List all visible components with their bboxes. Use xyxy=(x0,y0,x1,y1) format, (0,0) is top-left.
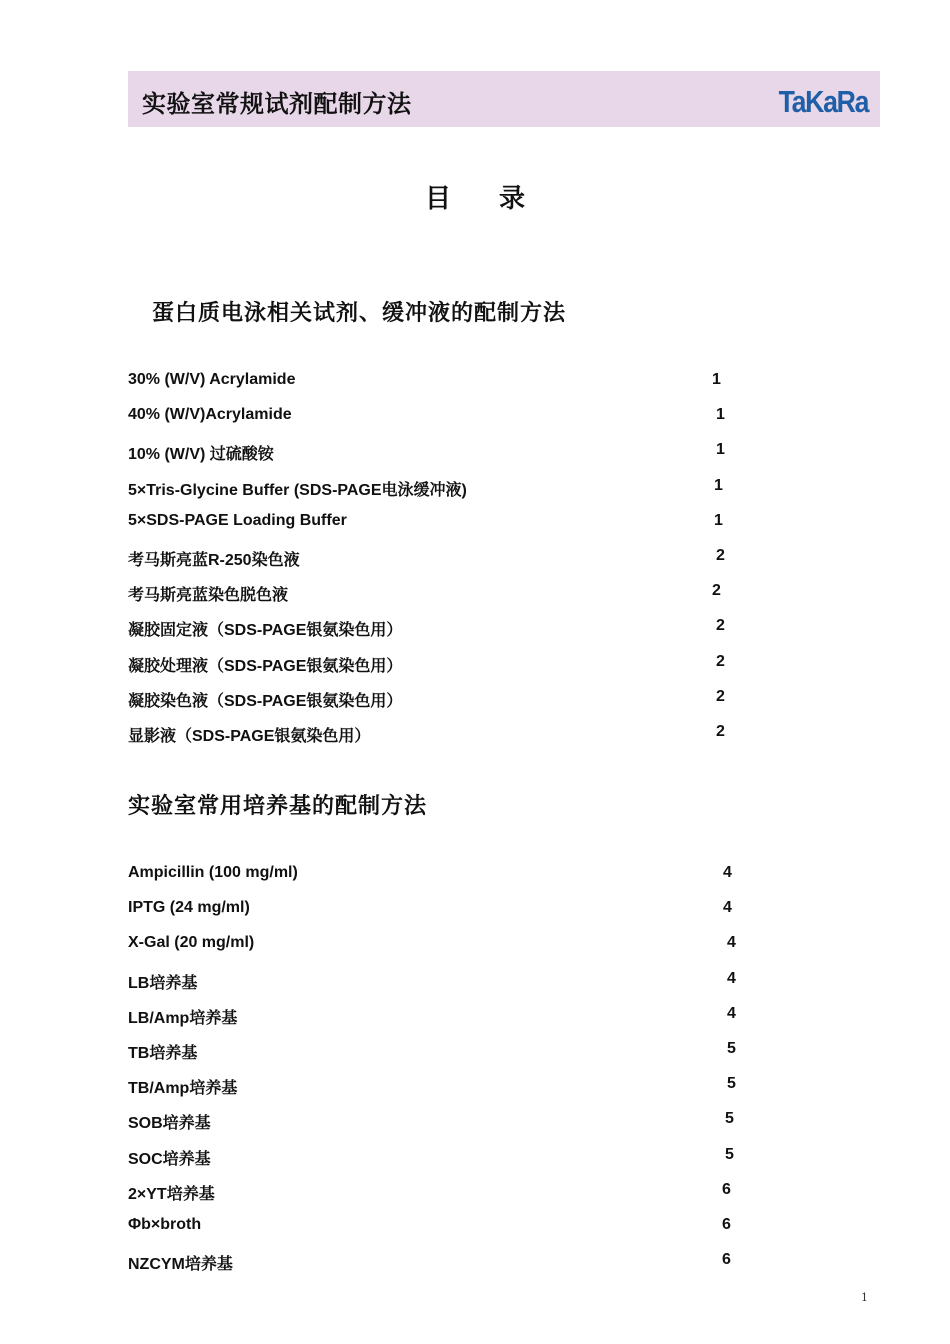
toc-entry-label: TB培养基 xyxy=(128,1044,198,1062)
toc-entry xyxy=(128,1005,748,1040)
toc-list-protein xyxy=(128,371,748,758)
toc-entry-label: 30% (W/V) Acrylamide xyxy=(128,371,296,388)
toc-entry xyxy=(128,1040,748,1075)
document-header xyxy=(128,71,880,127)
takara-logo: TaKaRa xyxy=(778,84,868,119)
toc-entry xyxy=(128,441,748,476)
toc-entry-page: 4 xyxy=(723,864,732,881)
toc-entry-label: 凝胶染色液（SDS-PAGE银氨染色用） xyxy=(128,692,403,710)
toc-entry xyxy=(128,1251,748,1286)
toc-entry-page: 6 xyxy=(722,1251,731,1269)
toc-entry xyxy=(128,1110,748,1145)
toc-entry xyxy=(128,1075,748,1110)
toc-entry xyxy=(128,653,748,688)
toc-entry-label: 2×YT培养基 xyxy=(128,1185,215,1203)
toc-entry-page: 2 xyxy=(716,617,725,635)
toc-entry-label: LB/Amp培养基 xyxy=(128,1009,238,1027)
toc-entry xyxy=(128,547,748,582)
toc-entry-label: 凝胶处理液（SDS-PAGE银氨染色用） xyxy=(128,657,403,675)
toc-entry-page: 1 xyxy=(716,441,725,459)
toc-entry xyxy=(128,1181,748,1216)
toc-entry-label: LB培养基 xyxy=(128,974,198,992)
toc-entry-label: X-Gal (20 mg/ml) xyxy=(128,934,255,952)
toc-entry xyxy=(128,512,748,547)
header-title: 实验室常规试剂配制方法 xyxy=(142,89,412,118)
toc-entry-label: 40% (W/V)Acrylamide xyxy=(128,406,292,424)
toc-entry-page: 5 xyxy=(727,1075,736,1093)
toc-entry-page: 1 xyxy=(714,511,723,529)
toc-entry xyxy=(128,934,748,969)
toc-entry xyxy=(128,864,748,899)
toc-entry xyxy=(128,617,748,652)
toc-entry-page: 2 xyxy=(712,582,721,600)
toc-entry xyxy=(128,371,748,406)
toc-entry-page: 4 xyxy=(727,934,736,952)
toc-entry-page: 4 xyxy=(727,969,736,987)
toc-entry-page: 1 xyxy=(714,476,723,494)
toc-entry xyxy=(128,688,748,723)
toc-entry-label: 考马斯亮蓝染色脱色液 xyxy=(128,587,289,605)
toc-entry-label: 5×Tris-Glycine Buffer (SDS-PAGE电泳缓冲液) xyxy=(128,481,467,499)
toc-entry-label: 5×SDS-PAGE Loading Buffer xyxy=(128,511,347,529)
section-heading-protein: 蛋白质电泳相关试剂、缓冲液的配制方法 xyxy=(152,300,567,326)
page-number: 1 xyxy=(861,1291,868,1304)
toc-entry xyxy=(128,899,748,934)
toc-entry-page: 2 xyxy=(716,722,725,740)
toc-entry-page: 6 xyxy=(722,1215,731,1233)
toc-entry-page: 2 xyxy=(716,546,725,564)
toc-entry xyxy=(128,1146,748,1181)
toc-entry-page: 4 xyxy=(727,1004,736,1022)
toc-entry-label: TB/Amp培养基 xyxy=(128,1080,238,1098)
toc-title: 目录 xyxy=(424,184,573,214)
toc-entry-label: Φb×broth xyxy=(128,1215,202,1233)
toc-entry-page: 4 xyxy=(723,899,732,917)
toc-entry-label: SOB培养基 xyxy=(128,1115,211,1133)
toc-entry xyxy=(128,477,748,512)
toc-entry-page: 2 xyxy=(716,687,725,705)
toc-entry-page: 1 xyxy=(716,406,725,424)
toc-entry xyxy=(128,406,748,441)
toc-entry xyxy=(128,582,748,617)
toc-entry-label: 显影液（SDS-PAGE银氨染色用） xyxy=(128,727,371,745)
toc-list-media xyxy=(128,864,748,1286)
section-heading-media: 实验室常用培养基的配制方法 xyxy=(128,793,428,819)
toc-entry-page: 5 xyxy=(727,1039,736,1057)
toc-entry-label: SOC培养基 xyxy=(128,1150,211,1168)
toc-entry-page: 5 xyxy=(725,1145,734,1163)
toc-entry-label: NZCYM培养基 xyxy=(128,1256,233,1274)
toc-entry xyxy=(128,970,748,1005)
toc-entry-label: 考马斯亮蓝R-250染色液 xyxy=(128,551,300,569)
toc-entry-page: 6 xyxy=(722,1180,731,1198)
toc-entry-page: 1 xyxy=(712,371,721,388)
toc-entry-page: 2 xyxy=(716,652,725,670)
toc-entry-page: 5 xyxy=(725,1110,734,1128)
toc-entry-label: Ampicillin (100 mg/ml) xyxy=(128,864,298,881)
toc-entry xyxy=(128,723,748,758)
toc-entry-label: 凝胶固定液（SDS-PAGE银氨染色用） xyxy=(128,622,403,640)
toc-entry-label: 10% (W/V) 过硫酸铵 xyxy=(128,446,274,464)
toc-entry-label: IPTG (24 mg/ml) xyxy=(128,899,250,917)
toc-entry xyxy=(128,1216,748,1251)
